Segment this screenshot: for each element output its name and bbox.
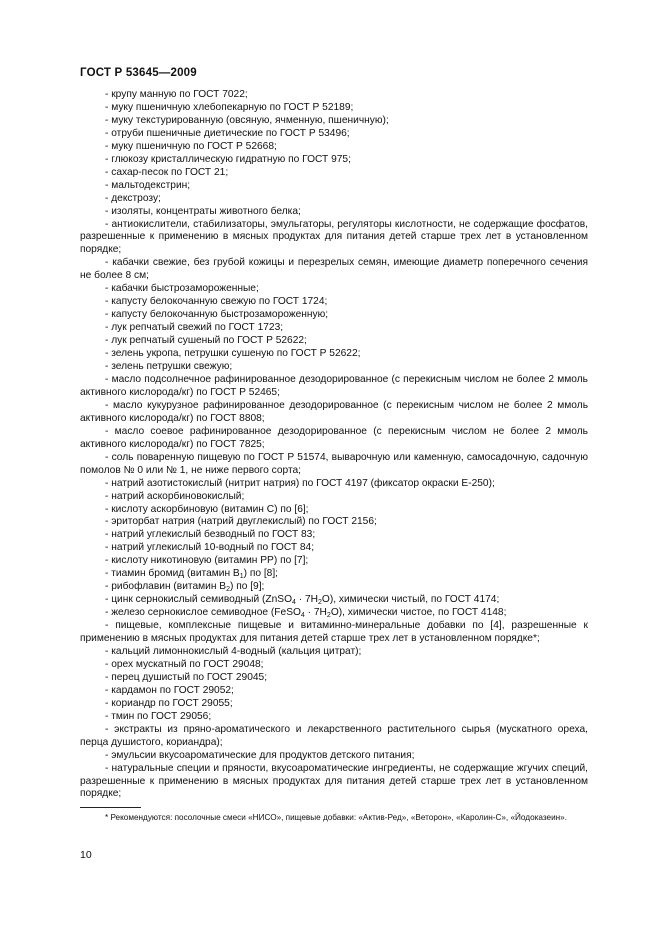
list-item: - капусту белокочанную свежую по ГОСТ 1724; [105,296,328,308]
list-item: - кальций лимоннокислый 4-водный (кальция цитрат); [105,645,362,657]
list-item: - зелень петрушки свежую; [105,361,233,373]
list-item: - муку пшеничную хлебопекарную по ГОСТ Р 52189; [105,101,354,113]
list-item: - декстрозу; [105,192,161,204]
list-item: - лук репчатый свежий по ГОСТ 1723; [105,322,284,334]
list-item: - эриторбат натрия (натрий двуглекислый) по ГОСТ 2156; [105,516,377,528]
list-item: - эмульсии вкусоароматические для продуктов детского питания; [105,749,415,761]
list-item: - натуральные специи и пряности, вкусоароматические ингредиенты, не содержащие жгучих специй, разрешенные к применению в мясных продуктах для питания детей старше трех лет в установленном порядке; [80,762,588,800]
list-item: - масло соевое рафинированное дезодорированное (с перекисным числом не более 2 ммоль активного кислорода/кг) по ГОСТ 7825; [80,425,588,450]
list-item: - отруби пшеничные диетические по ГОСТ Р 53496; [105,127,350,139]
list-item: - натрий углекислый 10-водный по ГОСТ 84; [105,542,315,554]
list-item: - орех мускатный по ГОСТ 29048; [105,658,264,670]
list-item: - кислоту аскорбиновую (витамин С) по [6]; [105,503,309,515]
list-item: - капусту белокочанную быстрозамороженную; [105,309,329,321]
list-item: - глюкозу кристаллическую гидратную по ГОСТ 975; [105,153,351,165]
list-item: - кислоту никотиновую (витамин РР) по [7]; [105,555,309,567]
list-item-thiamine: - тиамин бромид (витамин $В_1$) по [8]; [105,568,279,581]
list-item: - муку пшеничную по ГОСТ Р 52668; [105,140,277,152]
list-item: - крупу манную по ГОСТ 7022; [105,89,248,100]
document-body [80,89,588,801]
list-item: - кардамон по ГОСТ 29052; [105,684,234,696]
list-item: - масло подсолнечное рафинированное дезодорированное (с перекисным числом не более 2 ммоль активного кислорода/кг) по ГОСТ Р 52465; [80,373,588,398]
list-item: - кабачки быстрозамороженные; [105,283,259,295]
document-header: ГОСТ Р 53645—2009 [80,67,197,79]
list-item: - экстракты из пряно-ароматического и лекарственного растительного сырья (мускатного ореха, перца душистого, кориандра); [80,723,588,748]
list-item: - лук репчатый сушеный по ГОСТ Р 52622; [105,335,307,347]
list-item: - тмин по ГОСТ 29056; [105,710,212,722]
list-item: - натрий азотистокислый (нитрит натрия) по ГОСТ 4197 (фиксатор окраски Е-250); [105,477,495,489]
footnote-divider [80,807,141,808]
list-item-zinc-sulfate: - цинк сернокислый семиводный (ZnSO$_4$ · $7H_2O$), химически чистый, по ГОСТ 4174; [105,594,500,607]
list-item: - кориандр по ГОСТ 29055; [105,697,233,709]
footnote: * Рекомендуются: посолочные смеси «НИСО», пищевые добавки: «Актив-Ред», «Веторон», «Каролин-С», «Йодоказеин». [105,813,567,822]
list-item: - натрий углекислый безводный по ГОСТ 83; [105,529,316,541]
list-item-iron-sulfate: - железо сернокислое семиводное (FeSO$_4$ · $7H_2O$), химически чистое, по ГОСТ 4148; [105,607,507,620]
list-item: - зелень укропа, петрушки сушеную по ГОСТ Р 52622; [105,348,361,360]
list-item: - муку текстурированную (овсяную, ячменную, пшеничную); [105,114,389,126]
list-item: - пищевые, комплексные пищевые и витаминно-минеральные добавки по [4], разрешенные к применению в мясных продуктах для питания детей старше трех лет в установленном порядке*; [80,620,588,645]
list-item-riboflavin: - рибофлавин (витамин $В_2$) по [9]; [105,581,265,594]
list-item: - кабачки свежие, без грубой кожицы и перезрелых семян, имеющие диаметр поперечного сечения не более 8 см; [80,257,588,282]
list-item: - натрий аскорбиновокислый; [105,490,245,502]
list-item: - масло кукурузное рафинированное дезодорированное (с перекисным числом не более 2 ммоль активного кислорода/кг) по ГОСТ 8808; [80,399,588,424]
list-item: - перец душистый по ГОСТ 29045; [105,671,268,683]
list-item: - мальтодекстрин; [105,179,191,191]
list-item: - изоляты, концентраты животного белка; [105,205,301,217]
list-item: - соль поваренную пищевую по ГОСТ Р 51574, выварочную или каменную, самосадочную, садочную помолов № 0 или № 1, не ниже первого сорта; [80,451,588,476]
list-item: - антиокислители, стабилизаторы, эмульгаторы, регуляторы кислотности, не содержащие фосфатов, разрешенные к применению в мясных продуктах для питания детей старше трех лет в установленном порядке; [80,218,588,256]
page-number: 10 [80,849,92,861]
list-item: - сахар-песок по ГОСТ 21; [105,166,229,178]
